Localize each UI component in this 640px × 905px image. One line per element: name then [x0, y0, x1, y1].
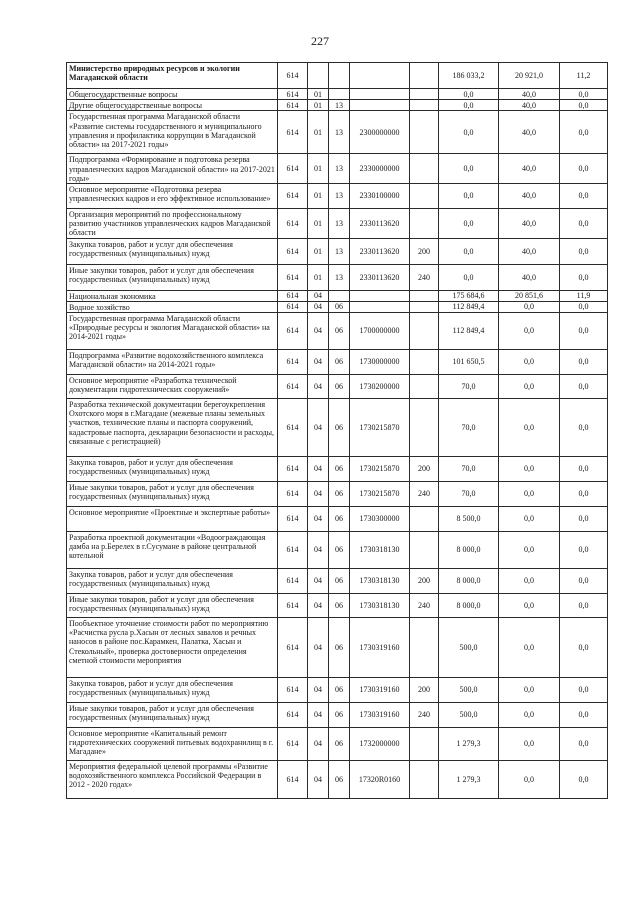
cell-csr: 1730318130: [350, 594, 410, 618]
cell-v1: 1 279,3: [439, 728, 499, 761]
cell-rz: 01: [308, 264, 329, 290]
cell-name: Государственная программа Магаданской области «Природные ресурсы и экология Магаданской области» на 2014-2021 годы»: [67, 313, 278, 350]
table-row: [67, 100, 608, 111]
cell-name: Министерство природных ресурсов и экологии Магаданской области: [67, 63, 278, 89]
cell-v3: 11,2: [560, 63, 608, 89]
cell-name: Основное мероприятие «Разработка технической документации гидротехнических сооружений»: [67, 375, 278, 399]
cell-pr: 06: [329, 761, 350, 799]
cell-name: Мероприятия федеральной целевой программы «Развитие водохозяйственного комплекса Российской Федерации в 2012 - 2020 годах»: [67, 761, 278, 799]
cell-pr: 06: [329, 313, 350, 350]
cell-ved: 614: [278, 313, 308, 350]
cell-pr: 06: [329, 728, 350, 761]
cell-v2: 40,0: [499, 89, 560, 100]
cell-csr: 2330100000: [350, 184, 410, 209]
cell-pr: 06: [329, 532, 350, 569]
table-row: [67, 399, 608, 457]
cell-pr: 13: [329, 111, 350, 154]
cell-pr: 13: [329, 184, 350, 209]
cell-v2: 0,0: [499, 594, 560, 618]
cell-vr: 200: [410, 457, 439, 482]
cell-ved: 614: [278, 290, 308, 301]
cell-name: Пообъектное уточнение стоимости работ по мероприятию «Расчистка русла р.Хасын от лесных завалов и речных наносов в районе пос.Карамкен, Палатка, Хасын и Стекольный», проверка достоверности определения сметной стоимости мероприятия: [67, 618, 278, 678]
cell-csr: [350, 100, 410, 111]
cell-vr: [410, 618, 439, 678]
cell-pr: 06: [329, 678, 350, 703]
cell-rz: 04: [308, 594, 329, 618]
cell-rz: 04: [308, 507, 329, 532]
cell-v1: 101 650,5: [439, 350, 499, 375]
cell-v1: 0,0: [439, 264, 499, 290]
cell-v1: 175 684,6: [439, 290, 499, 301]
cell-pr: 13: [329, 238, 350, 264]
cell-vr: [410, 375, 439, 399]
cell-v2: 40,0: [499, 111, 560, 154]
cell-csr: 2330113620: [350, 264, 410, 290]
cell-ved: 614: [278, 618, 308, 678]
cell-vr: [410, 111, 439, 154]
cell-ved: 614: [278, 678, 308, 703]
cell-ved: 614: [278, 569, 308, 594]
cell-v2: 0,0: [499, 761, 560, 799]
cell-pr: 06: [329, 301, 350, 312]
cell-rz: 04: [308, 618, 329, 678]
cell-csr: [350, 301, 410, 312]
cell-v1: 8 000,0: [439, 594, 499, 618]
cell-rz: 04: [308, 761, 329, 799]
cell-v3: 0,0: [560, 532, 608, 569]
cell-v2: 40,0: [499, 238, 560, 264]
cell-rz: 04: [308, 301, 329, 312]
cell-rz: 04: [308, 375, 329, 399]
cell-csr: 1732000000: [350, 728, 410, 761]
cell-csr: 1730215870: [350, 457, 410, 482]
cell-name: Организация мероприятий по профессиональному развитию участников управленческих кадров Магаданской области: [67, 209, 278, 239]
cell-rz: 04: [308, 678, 329, 703]
cell-vr: 240: [410, 703, 439, 728]
cell-v2: 20 851,6: [499, 290, 560, 301]
table-row: [67, 618, 608, 678]
cell-csr: 1730200000: [350, 375, 410, 399]
table-row: [67, 350, 608, 375]
table-row: [67, 111, 608, 154]
table-row: [67, 678, 608, 703]
cell-ved: 614: [278, 63, 308, 89]
cell-csr: 1730319160: [350, 678, 410, 703]
cell-csr: 1730318130: [350, 532, 410, 569]
cell-csr: 2330000000: [350, 154, 410, 184]
table-row: [67, 703, 608, 728]
cell-ved: 614: [278, 375, 308, 399]
cell-csr: 1730319160: [350, 703, 410, 728]
cell-vr: [410, 350, 439, 375]
cell-v3: 0,0: [560, 375, 608, 399]
cell-v1: 112 849,4: [439, 313, 499, 350]
cell-v1: 70,0: [439, 399, 499, 457]
cell-csr: 1730319160: [350, 618, 410, 678]
table-row: [67, 594, 608, 618]
cell-v2: 0,0: [499, 678, 560, 703]
cell-csr: 1730300000: [350, 507, 410, 532]
cell-name: Иные закупки товаров, работ и услуг для обеспечения государственных (муниципальных) нужд: [67, 594, 278, 618]
cell-v1: 112 849,4: [439, 301, 499, 312]
cell-vr: [410, 507, 439, 532]
cell-rz: 04: [308, 482, 329, 507]
cell-v3: 11,9: [560, 290, 608, 301]
cell-vr: 240: [410, 264, 439, 290]
cell-pr: 06: [329, 457, 350, 482]
table-row: [67, 264, 608, 290]
cell-rz: 04: [308, 399, 329, 457]
table-row: [67, 89, 608, 100]
cell-ved: 614: [278, 111, 308, 154]
table-row: [67, 313, 608, 350]
cell-v2: 40,0: [499, 264, 560, 290]
cell-vr: [410, 761, 439, 799]
cell-ved: 614: [278, 350, 308, 375]
cell-vr: 200: [410, 238, 439, 264]
cell-v3: 0,0: [560, 111, 608, 154]
cell-csr: [350, 63, 410, 89]
cell-pr: [329, 89, 350, 100]
cell-v2: 40,0: [499, 184, 560, 209]
cell-vr: [410, 184, 439, 209]
cell-vr: [410, 313, 439, 350]
cell-name: Иные закупки товаров, работ и услуг для обеспечения государственных (муниципальных) нужд: [67, 703, 278, 728]
cell-v3: 0,0: [560, 100, 608, 111]
cell-v2: 40,0: [499, 100, 560, 111]
cell-pr: 06: [329, 594, 350, 618]
cell-v2: 0,0: [499, 457, 560, 482]
cell-rz: 01: [308, 184, 329, 209]
cell-pr: 13: [329, 100, 350, 111]
cell-v1: 8 000,0: [439, 532, 499, 569]
cell-ved: 614: [278, 264, 308, 290]
cell-rz: 04: [308, 569, 329, 594]
table-row: [67, 507, 608, 532]
cell-pr: [329, 290, 350, 301]
cell-vr: 200: [410, 569, 439, 594]
cell-v1: 1 279,3: [439, 761, 499, 799]
page-number: 227: [311, 34, 329, 48]
cell-name: Национальная экономика: [67, 290, 278, 301]
cell-ved: 614: [278, 482, 308, 507]
cell-v2: 0,0: [499, 703, 560, 728]
cell-ved: 614: [278, 89, 308, 100]
cell-v3: 0,0: [560, 728, 608, 761]
cell-name: Закупка товаров, работ и услуг для обеспечения государственных (муниципальных) нужд: [67, 569, 278, 594]
cell-vr: 240: [410, 482, 439, 507]
cell-v2: 0,0: [499, 375, 560, 399]
cell-vr: [410, 301, 439, 312]
cell-v3: 0,0: [560, 761, 608, 799]
cell-vr: [410, 728, 439, 761]
cell-v2: 0,0: [499, 618, 560, 678]
cell-v3: 0,0: [560, 313, 608, 350]
cell-v3: 0,0: [560, 154, 608, 184]
cell-v3: 0,0: [560, 238, 608, 264]
table-row: [67, 209, 608, 239]
table-row: [67, 569, 608, 594]
cell-v2: 0,0: [499, 313, 560, 350]
cell-ved: 614: [278, 238, 308, 264]
table-row: [67, 482, 608, 507]
cell-rz: 04: [308, 290, 329, 301]
cell-name: Иные закупки товаров, работ и услуг для обеспечения государственных (муниципальных) нужд: [67, 482, 278, 507]
cell-name: Водное хозяйство: [67, 301, 278, 312]
cell-ved: 614: [278, 399, 308, 457]
cell-name: Основное мероприятие «Капитальный ремонт гидротехнических сооружений питьевых водохранилищ в г. Магадане»: [67, 728, 278, 761]
cell-name: Основное мероприятие «Подготовка резерва управленческих кадров и его эффективное использование»: [67, 184, 278, 209]
cell-v2: 40,0: [499, 209, 560, 239]
cell-ved: 614: [278, 154, 308, 184]
cell-v1: 0,0: [439, 154, 499, 184]
cell-v1: 0,0: [439, 100, 499, 111]
cell-v3: 0,0: [560, 678, 608, 703]
cell-vr: 240: [410, 594, 439, 618]
cell-rz: 01: [308, 100, 329, 111]
table-row: [67, 532, 608, 569]
cell-ved: 614: [278, 728, 308, 761]
cell-v3: 0,0: [560, 184, 608, 209]
cell-rz: 01: [308, 154, 329, 184]
cell-csr: [350, 290, 410, 301]
cell-name: Подпрограмма «Развитие водохозяйственного комплекса Магаданской области» на 2014-2021 годы»: [67, 350, 278, 375]
budget-table: [66, 62, 608, 799]
cell-ved: 614: [278, 209, 308, 239]
cell-v3: 0,0: [560, 482, 608, 507]
cell-ved: 614: [278, 594, 308, 618]
cell-v2: 0,0: [499, 532, 560, 569]
cell-v1: 0,0: [439, 184, 499, 209]
cell-ved: 614: [278, 761, 308, 799]
cell-name: Иные закупки товаров, работ и услуг для обеспечения государственных (муниципальных) нужд: [67, 264, 278, 290]
cell-name: Основное мероприятие «Проектные и экспертные работы»: [67, 507, 278, 532]
cell-v1: 500,0: [439, 703, 499, 728]
cell-v2: 0,0: [499, 350, 560, 375]
cell-v2: 0,0: [499, 301, 560, 312]
cell-ved: 614: [278, 703, 308, 728]
cell-name: Разработка проектной документации «Водоограждающая дамба на р.Берелех в г.Сусумане в районе центральной котельной: [67, 532, 278, 569]
cell-v1: 70,0: [439, 482, 499, 507]
table-row: [67, 63, 608, 89]
cell-ved: 614: [278, 457, 308, 482]
cell-rz: 04: [308, 728, 329, 761]
cell-v2: 0,0: [499, 728, 560, 761]
cell-v1: 8 000,0: [439, 569, 499, 594]
cell-vr: [410, 290, 439, 301]
cell-v1: 186 033,2: [439, 63, 499, 89]
cell-vr: [410, 154, 439, 184]
cell-name: Другие общегосударственные вопросы: [67, 100, 278, 111]
cell-v2: 0,0: [499, 569, 560, 594]
cell-name: Закупка товаров, работ и услуг для обеспечения государственных (муниципальных) нужд: [67, 678, 278, 703]
cell-v1: 500,0: [439, 618, 499, 678]
cell-ved: 614: [278, 532, 308, 569]
cell-v3: 0,0: [560, 264, 608, 290]
cell-v1: 500,0: [439, 678, 499, 703]
cell-csr: 17320R0160: [350, 761, 410, 799]
cell-csr: 1730318130: [350, 569, 410, 594]
cell-rz: 04: [308, 350, 329, 375]
cell-v3: 0,0: [560, 569, 608, 594]
cell-pr: 06: [329, 375, 350, 399]
cell-v2: 0,0: [499, 482, 560, 507]
cell-v2: 20 921,0: [499, 63, 560, 89]
cell-rz: 04: [308, 703, 329, 728]
cell-pr: 06: [329, 482, 350, 507]
cell-vr: [410, 532, 439, 569]
cell-ved: 614: [278, 100, 308, 111]
cell-ved: 614: [278, 507, 308, 532]
cell-name: Закупка товаров, работ и услуг для обеспечения государственных (муниципальных) нужд: [67, 238, 278, 264]
cell-rz: 04: [308, 532, 329, 569]
cell-rz: 04: [308, 313, 329, 350]
cell-csr: [350, 89, 410, 100]
cell-ved: 614: [278, 301, 308, 312]
cell-v3: 0,0: [560, 618, 608, 678]
cell-rz: 04: [308, 457, 329, 482]
cell-pr: 06: [329, 569, 350, 594]
cell-name: Закупка товаров, работ и услуг для обеспечения государственных (муниципальных) нужд: [67, 457, 278, 482]
cell-v1: 70,0: [439, 457, 499, 482]
cell-v2: 0,0: [499, 507, 560, 532]
cell-v3: 0,0: [560, 703, 608, 728]
cell-v1: 70,0: [439, 375, 499, 399]
cell-v3: 0,0: [560, 209, 608, 239]
cell-rz: 01: [308, 89, 329, 100]
cell-name: Разработка технической документации берегоукрепления Охотского моря в г.Магадане (межевые планы земельных участков, технические планы и паспорта сооружений, кадастровые паспорта, декларации безопасности и расходы, связанные с регистрацией): [67, 399, 278, 457]
cell-rz: 01: [308, 111, 329, 154]
cell-v3: 0,0: [560, 350, 608, 375]
cell-rz: 01: [308, 209, 329, 239]
cell-name: Государственная программа Магаданской области «Развитие системы государственного и муниципального управления и профилактика коррупции в Магаданской области» на 2017-2021 годы»: [67, 111, 278, 154]
cell-ved: 614: [278, 184, 308, 209]
cell-csr: 1730215870: [350, 399, 410, 457]
cell-pr: 13: [329, 264, 350, 290]
cell-v3: 0,0: [560, 399, 608, 457]
table-row: [67, 457, 608, 482]
cell-v1: 0,0: [439, 209, 499, 239]
cell-pr: 13: [329, 209, 350, 239]
cell-vr: 200: [410, 678, 439, 703]
cell-vr: [410, 63, 439, 89]
cell-v3: 0,0: [560, 457, 608, 482]
cell-pr: [329, 63, 350, 89]
cell-pr: 06: [329, 399, 350, 457]
table-row: [67, 154, 608, 184]
cell-name: Общегосударственные вопросы: [67, 89, 278, 100]
cell-pr: 06: [329, 507, 350, 532]
cell-vr: [410, 100, 439, 111]
cell-v3: 0,0: [560, 507, 608, 532]
table-row: [67, 290, 608, 301]
cell-v2: 0,0: [499, 399, 560, 457]
cell-pr: 06: [329, 703, 350, 728]
cell-rz: [308, 63, 329, 89]
cell-vr: [410, 209, 439, 239]
cell-csr: 1730000000: [350, 350, 410, 375]
cell-pr: 06: [329, 618, 350, 678]
cell-v1: 0,0: [439, 89, 499, 100]
cell-csr: 2330113620: [350, 238, 410, 264]
cell-vr: [410, 399, 439, 457]
table-row: [67, 238, 608, 264]
cell-csr: 1700000000: [350, 313, 410, 350]
cell-v3: 0,0: [560, 89, 608, 100]
cell-pr: 06: [329, 350, 350, 375]
cell-csr: 2300000000: [350, 111, 410, 154]
table-row: [67, 761, 608, 799]
cell-vr: [410, 89, 439, 100]
table-row: [67, 375, 608, 399]
cell-name: Подпрограмма «Формирование и подготовка резерва управленческих кадров Магаданской области» на 2017-2021 годы»: [67, 154, 278, 184]
cell-v3: 0,0: [560, 301, 608, 312]
cell-v3: 0,0: [560, 594, 608, 618]
table-row: [67, 301, 608, 312]
cell-csr: 2330113620: [350, 209, 410, 239]
cell-csr: 1730215870: [350, 482, 410, 507]
cell-v2: 40,0: [499, 154, 560, 184]
table-row: [67, 728, 608, 761]
table-row: [67, 184, 608, 209]
cell-v1: 0,0: [439, 111, 499, 154]
cell-pr: 13: [329, 154, 350, 184]
cell-v1: 8 500,0: [439, 507, 499, 532]
cell-v1: 0,0: [439, 238, 499, 264]
cell-rz: 01: [308, 238, 329, 264]
